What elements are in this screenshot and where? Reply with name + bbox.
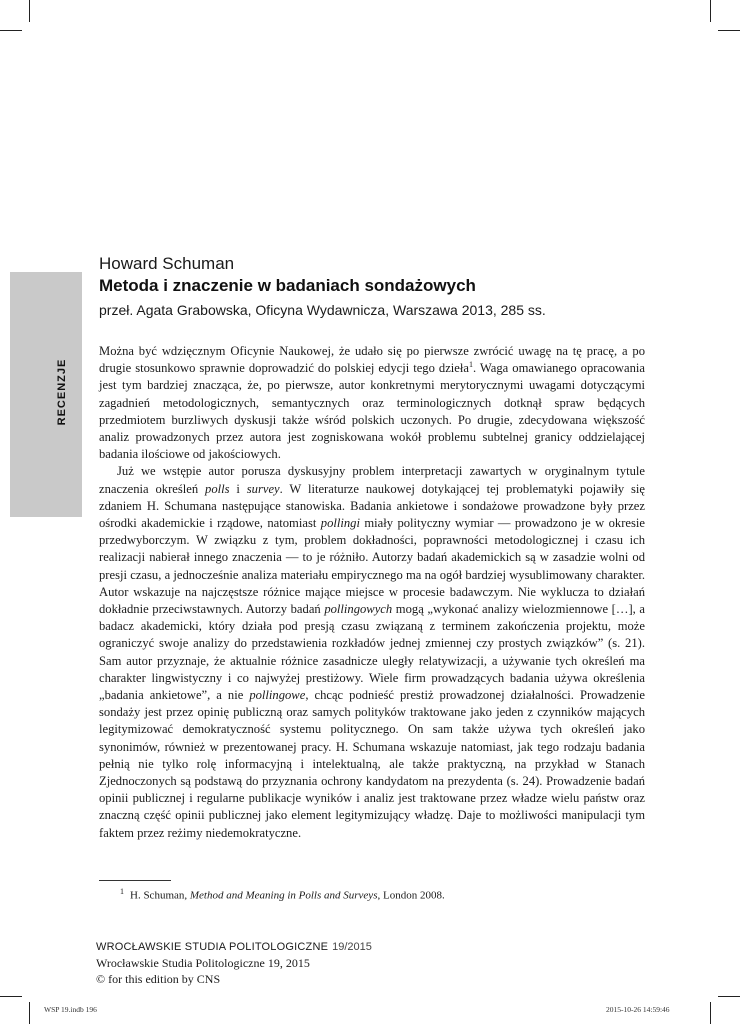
section-tab-label: RECENZJE (56, 358, 68, 426)
footnote-number: 1 (120, 887, 124, 896)
crop-mark (29, 0, 30, 22)
slug-file: WSP 19.indb 196 (44, 1005, 97, 1014)
italic-term: survey (246, 481, 280, 496)
journal-volume: 19/2015 (332, 941, 372, 953)
crop-mark (718, 30, 740, 31)
crop-mark (0, 996, 22, 997)
text-run: miały polityczny wymiar — prowadzono je w okresie przedwyborczym. W związku z tym, problem dokładności, poprawności metodologicznej i czasu ich realizacji nabierał innego znaczenia — to je różniło. Autorzy badań akademickich są w zasadzie wolni od presji czasu, a jednocześnie analiza materiału empirycznego ma na ogół bardziej wysublimowany charakter. Autor wskazuje na najczęstsze różnice mające miejsce w procesie badawczym. Nie wyklucza to działań dokładnie przeciwstawnych. Autorzy badań (99, 516, 645, 617)
footnote (120, 884, 445, 904)
paragraph (99, 343, 645, 463)
crop-mark (710, 1002, 711, 1024)
italic-term: pollingowych (324, 602, 393, 617)
text-run: . W literaturze naukowej dotykającej tej problematyki pojawiły się zdaniem H. Schumana następujące stanowiska. Badania ankietowe i sondażowe prowadzone były przez ośrodki akademickie i rządowe, natomiast (99, 481, 645, 531)
slug-timestamp: 2015-10-26 14:59:46 (606, 1005, 670, 1014)
copyright: © for this edition by CNS (96, 972, 221, 986)
crop-mark (0, 30, 22, 31)
paragraph (99, 463, 645, 841)
text-run: mogą „wykonać analizy wielozmiennowe […], a badacz akademicki, który działa pod presją czasu związaną z terminem zakończenia projektu, może ograniczyć swoje analizy do przedstawienia rozkładów jednej zmiennej czy prostych związków” (s. 21). Sam autor przyznaje, że aktualnie różnice zasadnicze uległy relatywizacji, a używanie tych określeń ma charakter lingwistyczny i co najwyżej prestiżowy. Wiele firm prowadzących badania używa określenia „badania ankietowe”, a nie (99, 602, 646, 703)
italic-term: Method and Meaning in Polls and Surveys (189, 889, 378, 902)
italic-term: pollingi (320, 516, 360, 531)
crop-mark (29, 1002, 30, 1024)
crop-mark (710, 0, 711, 22)
section-tab (10, 272, 82, 517)
footnote-ref: 1 (468, 360, 473, 370)
publication-info: przeł. Agata Grabowska, Oficyna Wydawnicza, Warszawa 2013, 285 ss. (99, 302, 546, 318)
text-run: Już we wstępie autor porusza dyskusyjny problem interpretacji zawartych w oryginalnym tytule znaczenia określeń (99, 464, 645, 496)
review-body (99, 343, 645, 842)
text-run: Można być wdzięcznym Oficynie Naukowej, że udało się po pierwsze zwrócić uwagę na tę pracę, a po drugie stosunkowo sprawnie doprowadzić do polskiej edycji tego dzieła (99, 344, 645, 376)
text-run: , chcąc podnieść prestiż prowadzonej działalności. Prowadzenie sondaży jest przez opinię publiczną oraz samych polityków traktowane jako jeden z czynników mających legitymizować demokratyczność systemu politycznego. On sam także używa tych określeń jako synonimów, również w prezentowanej pracy. H. Schumana wskazuje natomiast, jak tego rodzaju badania pełnią nie tylko rolę informacyjną i intelektualną, ale także praktyczną, na przykład w Stanach Zjednoczonych są podstawą do przyznania ochrony kandydatom na prezydenta (s. 24). Prowadzenie badań opinii publicznej i regularne publikacje wyników i analiz jest traktowane przez władze wielu państw oraz znaczną część opinii publicznej jako element legitymizujący władzę. Daje to możliwości manipulacji tym faktem przez reżimy niedemokratyczne. (99, 688, 645, 840)
text-run: i (229, 481, 247, 496)
review-header (99, 253, 659, 321)
text-run: H. Schuman, (130, 889, 190, 902)
book-title: Metoda i znaczenie w badaniach sondażowych (99, 276, 476, 295)
book-author: Howard Schuman (99, 254, 235, 273)
italic-term: pollingowe (249, 688, 306, 703)
footnote-rule (99, 880, 171, 881)
text-run: . Waga omawianego opracowania jest tym bardziej znacząca, że, po pierwsze, autor konkretnymi merytorycznymi uwagami dotyczącymi zagadnień metodologicznych, semantycznych oraz terminologicznych dotknął spraw będących przedmiotem burzliwych dyskusji także wśród polskich uczonych. Po drugie, zdecydowana większość analiz prowadzonych przez autora jest zogniskowana wokół problemu subtelnej granicy oddzielającej badania ilościowe od jakościowych. (99, 361, 645, 462)
crop-mark (718, 996, 740, 997)
journal-footer (96, 938, 372, 987)
italic-term: polls (205, 481, 230, 496)
journal-name: WROCŁAWSKIE STUDIA POLITOLOGICZNE (96, 941, 329, 953)
text-run: , London 2008. (377, 889, 445, 902)
journal-citation: Wrocławskie Studia Politologiczne 19, 2015 (96, 956, 310, 970)
